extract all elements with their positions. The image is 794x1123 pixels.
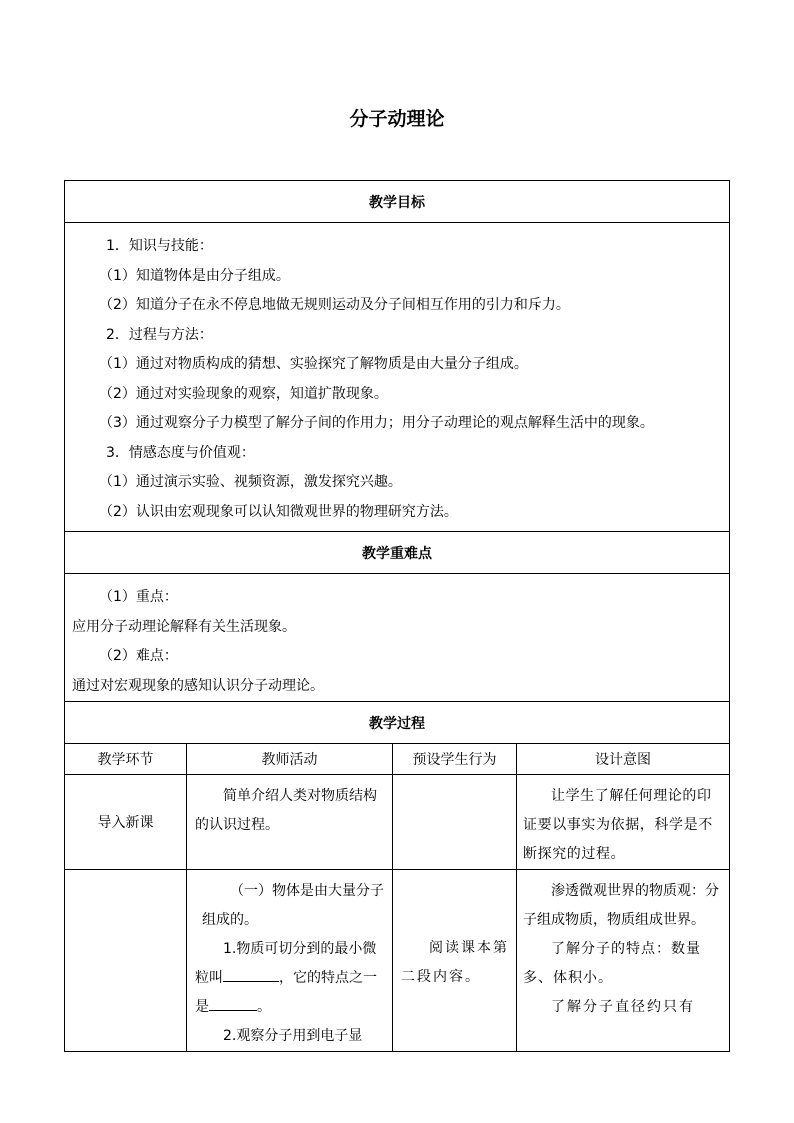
stage-cell (65, 870, 187, 1052)
teacher-cell (187, 870, 393, 1052)
objectives-heading-cell (65, 181, 730, 223)
objective-line: （1）知道物体是由分子组成。 (99, 267, 290, 284)
table-row (65, 870, 730, 1052)
teacher-line: （一）物体是由大量分子组成的。 (202, 883, 384, 928)
difficulty-label: （2）难点： (99, 648, 178, 664)
column-header-teacher: 教师活动 (187, 744, 393, 775)
student-cell (393, 870, 517, 1052)
objective-line: （1）通过演示实验、视频资源，激发探究兴趣。 (99, 474, 402, 490)
teacher-text: 简单介绍人类对物质结构的认识过程。 (195, 788, 377, 833)
intent-line: 渗透微观世界的物质观：分子组成物质，物质组成世界。 (523, 883, 719, 928)
page-title: 分子动理论 (349, 108, 445, 130)
column-header-intent: 设计意图 (517, 744, 730, 775)
fill-in-blank (209, 996, 257, 1011)
student-cell (393, 775, 517, 870)
student-text: 阅读课本第二段内容。 (401, 940, 509, 985)
column-header-student: 预设学生行为 (393, 744, 517, 775)
teacher-cell (187, 775, 393, 870)
teacher-line-part: ，它的特点之一是 (195, 970, 377, 1015)
objective-line: （3）通过观察分子力模型了解分子间的作用力；用分子动理论的观点解释生活中的现象。 (99, 415, 654, 431)
focus-label: （1）重点： (99, 589, 178, 605)
objective-line: （1）通过对物质构成的猜想、实验探究了解物质是由大量分子组成。 (99, 356, 528, 372)
intent-cell (517, 870, 730, 1052)
key-points-heading-cell (65, 532, 730, 574)
process-heading-cell (65, 702, 730, 744)
difficulty-text: 通过对宏观现象的感知认识分子动理论。 (72, 677, 324, 694)
teacher-line: 2.观察分子用到电子显 (223, 1028, 363, 1044)
column-header-stage: 教学环节 (65, 744, 187, 775)
fill-in-blank (223, 967, 279, 982)
teacher-line-part: 1.物质可切分到的最小微粒叫 (195, 941, 377, 986)
process-heading: 教学过程 (369, 715, 425, 732)
teacher-line-part: 。 (257, 999, 271, 1015)
objective-line: 3．情感态度与价值观： (106, 444, 255, 461)
intent-line: 了解分子的特点：数量多、体积小。 (523, 941, 701, 986)
focus-text: 应用分子动理论解释有关生活现象。 (72, 618, 296, 635)
key-points-heading: 教学重难点 (362, 545, 432, 562)
stage-cell: 导入新课 (65, 775, 187, 870)
objective-line: 2．过程与方法： (106, 326, 213, 343)
table-row (65, 775, 730, 870)
intent-cell (517, 775, 730, 870)
intent-line: 了解分子直径约只有 (551, 999, 695, 1015)
objective-line: （2）认识由宏观现象可以认知微观世界的物理研究方法。 (99, 503, 458, 520)
teacher-line (195, 935, 386, 1022)
objective-line: （2）知道分子在永不停息地做无规则运动及分子间相互作用的引力和斥力。 (99, 297, 570, 313)
objective-line: 1．知识与技能： (106, 238, 213, 254)
key-points-body (65, 574, 730, 702)
objectives-body (65, 223, 730, 532)
objectives-heading: 教学目标 (369, 194, 425, 211)
lesson-plan-table (64, 180, 730, 1052)
intent-text: 让学生了解任何理论的印证要以事实为依据，科学是不断探究的过程。 (523, 788, 713, 862)
objective-line: （2）通过对实验现象的观察，知道扩散现象。 (99, 385, 388, 402)
